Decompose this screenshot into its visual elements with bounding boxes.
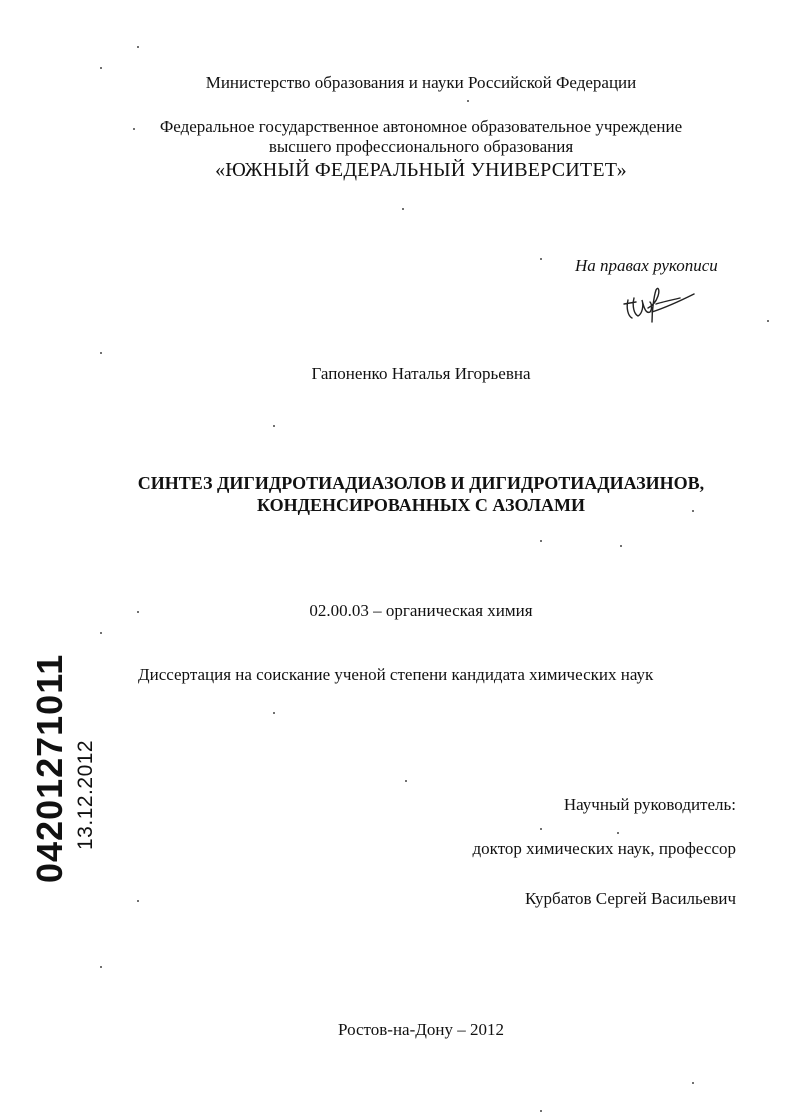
thesis-title-line-1: СИНТЕЗ ДИГИДРОТИАДИАЗОЛОВ И ДИГИДРОТИАДИАЗИНОВ, — [137, 473, 705, 493]
archive-date-stamp: 13.12.2012 — [74, 739, 97, 850]
advisor-label: Научный руководитель: — [563, 795, 736, 814]
signature-icon — [622, 282, 702, 330]
scan-speck — [692, 1082, 694, 1084]
scan-speck — [133, 128, 135, 130]
scan-speck — [467, 100, 469, 102]
scan-speck — [620, 545, 622, 547]
advisor-title: доктор химических наук, профессор — [472, 839, 736, 858]
scan-speck — [100, 67, 102, 69]
scan-speck — [137, 900, 139, 902]
scan-speck — [540, 540, 542, 542]
scan-speck — [767, 320, 769, 322]
manuscript-note: На правах рукописи — [575, 256, 718, 275]
university-name: «ЮЖНЫЙ ФЕДЕРАЛЬНЫЙ УНИВЕРСИТЕТ» — [215, 159, 627, 181]
scan-speck — [100, 632, 102, 634]
scan-speck — [137, 611, 139, 613]
scan-speck — [540, 258, 542, 260]
scan-speck — [617, 832, 619, 834]
advisor-name: Курбатов Сергей Васильевич — [524, 889, 736, 908]
author-name: Гапоненко Наталья Игорьевна — [311, 364, 531, 383]
scan-speck — [100, 966, 102, 968]
institution-line-1: Федеральное государственное автономное образовательное учреждение — [159, 117, 683, 136]
city-year: Ростов-на-Дону – 2012 — [338, 1020, 504, 1039]
scan-speck — [405, 780, 407, 782]
scan-speck — [100, 352, 102, 354]
degree-statement: Диссертация на соискание ученой степени кандидата химических наук — [138, 665, 654, 684]
specialty-code: 02.00.03 – органическая химия — [309, 601, 533, 620]
scan-speck — [402, 208, 404, 210]
scan-speck — [540, 828, 542, 830]
scan-speck — [692, 510, 694, 512]
scan-speck — [273, 712, 275, 714]
ministry-heading: Министерство образования и науки Российской Федерации — [205, 73, 637, 92]
thesis-title-line-2: КОНДЕНСИРОВАННЫХ С АЗОЛАМИ — [257, 495, 585, 515]
scan-speck — [540, 1110, 542, 1112]
scan-speck — [273, 425, 275, 427]
institution-line-2: высшего профессионального образования — [268, 137, 574, 156]
scan-speck — [137, 46, 139, 48]
archive-code-stamp: 04201271011 — [29, 653, 70, 883]
